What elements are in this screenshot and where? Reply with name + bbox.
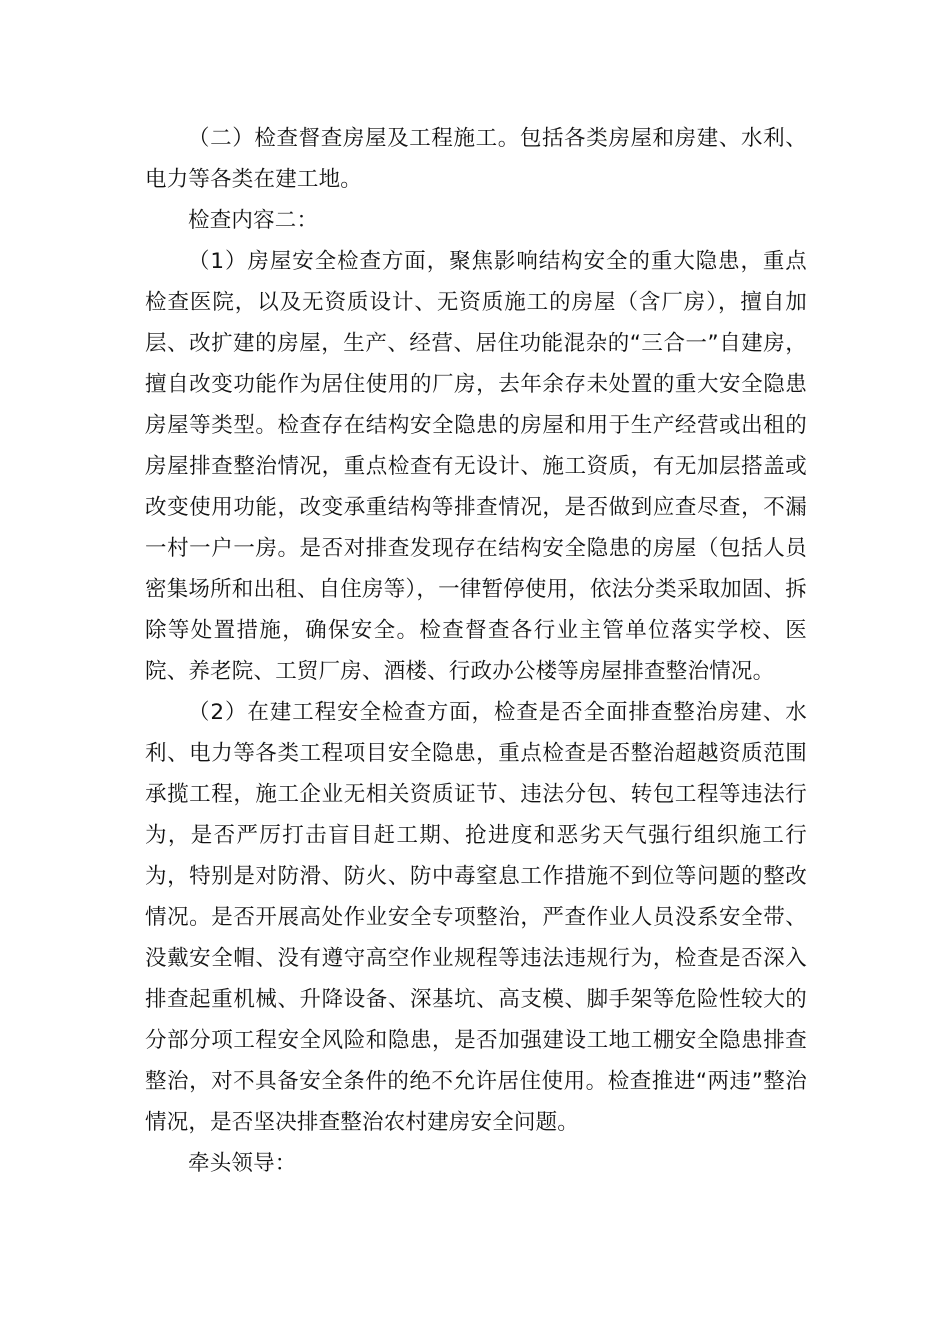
paragraph-lead-official: 牵头领导： <box>188 1151 297 1176</box>
paragraph-inspection-content-heading: 检查内容二： <box>188 208 319 233</box>
paragraph-construction-safety: （2）在建工程安全检查方面，检查是否全面排查整治房建、水利、电力等各类工程项目安全隐患，重点检查是否整治超越资质范围承揽工程，施工企业无相关资质证节、违法分包、转包工程等违法行为，是否严厉打击盲目赶工期、抢进度和恶劣天气强行组织施工行为，特别是对防滑、防火、防中毒窒息工作措施不到位等问题的整改情况。是否开展高处作业安全专项整治，严查作业人员没系安全带、没戴安全帽、没有遵守高空作业规程等违法违规行为，检查是否深入排查起重机械、升降设备、深基坑、高支模、脚手架等危险性较大的分部分项工程安全风险和隐患，是否加强建设工地工棚安全隐患排查整治，对不具备安全条件的绝不允许居住使用。检查推进“两违”整治情况，是否坚决排查整治农村建房安全问题。 <box>145 700 807 1135</box>
paragraph-inspection-scope: （二）检查督查房屋及工程施工。包括各类房屋和房建、水利、电力等各类在建工地。 <box>145 126 807 192</box>
document-page <box>145 118 807 1184</box>
paragraph-housing-safety: （1）房屋安全检查方面，聚焦影响结构安全的重大隐患，重点检查医院，以及无资质设计、无资质施工的房屋（含厂房），擅自加层、改扩建的房屋，生产、经营、居住功能混杂的“三合一”自建房，擅自改变功能作为居住使用的厂房，去年余存未处置的重大安全隐患房屋等类型。检查存在结构安全隐患的房屋和用于生产经营或出租的房屋排查整治情况，重点检查有无设计、施工资质，有无加层搭盖或改变使用功能，改变承重结构等排查情况，是否做到应查尽查，不漏一村一户一房。是否对排查发现存在结构安全隐患的房屋（包括人员密集场所和出租、自住房等），一律暂停使用，依法分类采取加固、拆除等处置措施，确保安全。检查督查各行业主管单位落实学校、医院、养老院、工贸厂房、酒楼、行政办公楼等房屋排查整治情况。 <box>145 249 807 684</box>
